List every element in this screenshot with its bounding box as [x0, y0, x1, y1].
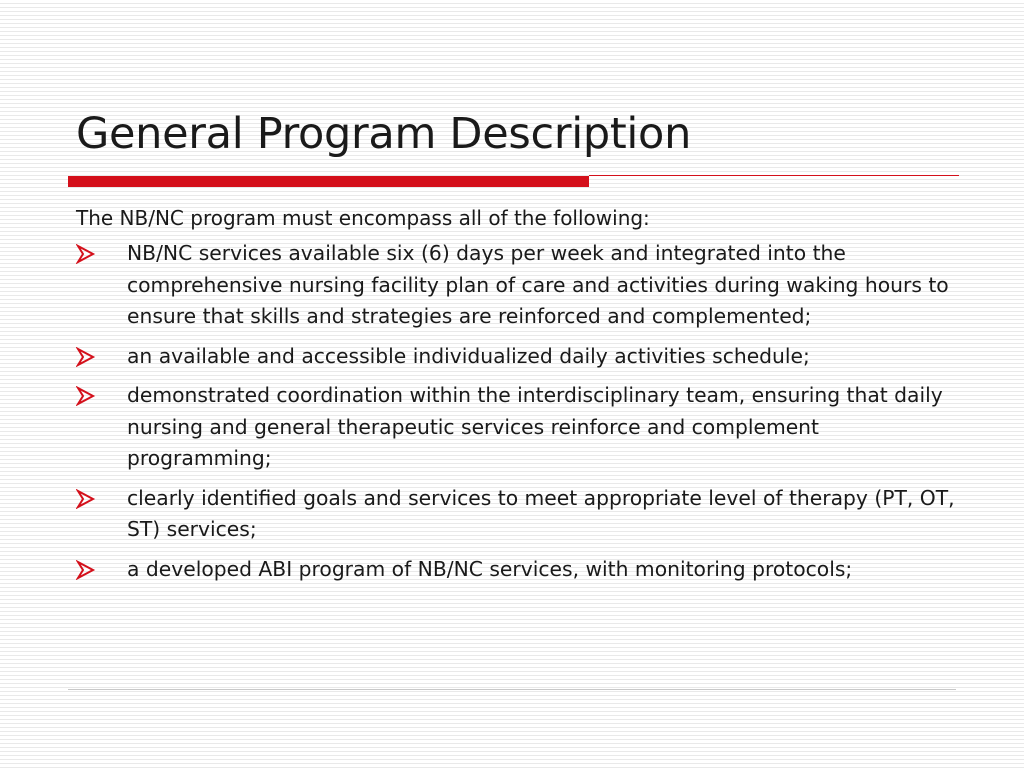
bullet-item	[76, 554, 956, 586]
bullet-text: an available and accessible individualized daily activities schedule;	[127, 343, 810, 368]
bullet-item	[76, 341, 956, 373]
bullet-text: NB/NC services available six (6) days per week and integrated into the comprehensive nursing facility plan of care and activities during waking hours to ensure that skills and strategies are reinforced and complemented;	[127, 241, 949, 328]
footer-divider	[68, 689, 956, 690]
arrow-bullet-icon	[76, 386, 96, 406]
bullet-item	[76, 483, 956, 546]
slide-body	[76, 203, 956, 593]
bullet-text: clearly identified goals and services to meet appropriate level of therapy (PT, OT, ST) services;	[127, 485, 955, 541]
bullet-text: demonstrated coordination within the interdisciplinary team, ensuring that daily nursing and general therapeutic services reinforce and complement programming;	[127, 383, 943, 470]
bullet-list	[76, 238, 956, 585]
title-underline-line	[589, 175, 959, 176]
arrow-bullet-icon	[76, 347, 96, 367]
bullet-text: a developed ABI program of NB/NC services, with monitoring protocols;	[127, 556, 853, 581]
intro-text: The NB/NC program must encompass all of the following:	[76, 206, 650, 230]
bullet-item	[76, 380, 956, 475]
arrow-bullet-icon	[76, 560, 96, 580]
title-underline-bar	[68, 176, 589, 187]
bullet-item	[76, 238, 956, 333]
arrow-bullet-icon	[76, 244, 96, 264]
arrow-bullet-icon	[76, 489, 96, 509]
slide-title: General Program Description	[76, 109, 692, 159]
